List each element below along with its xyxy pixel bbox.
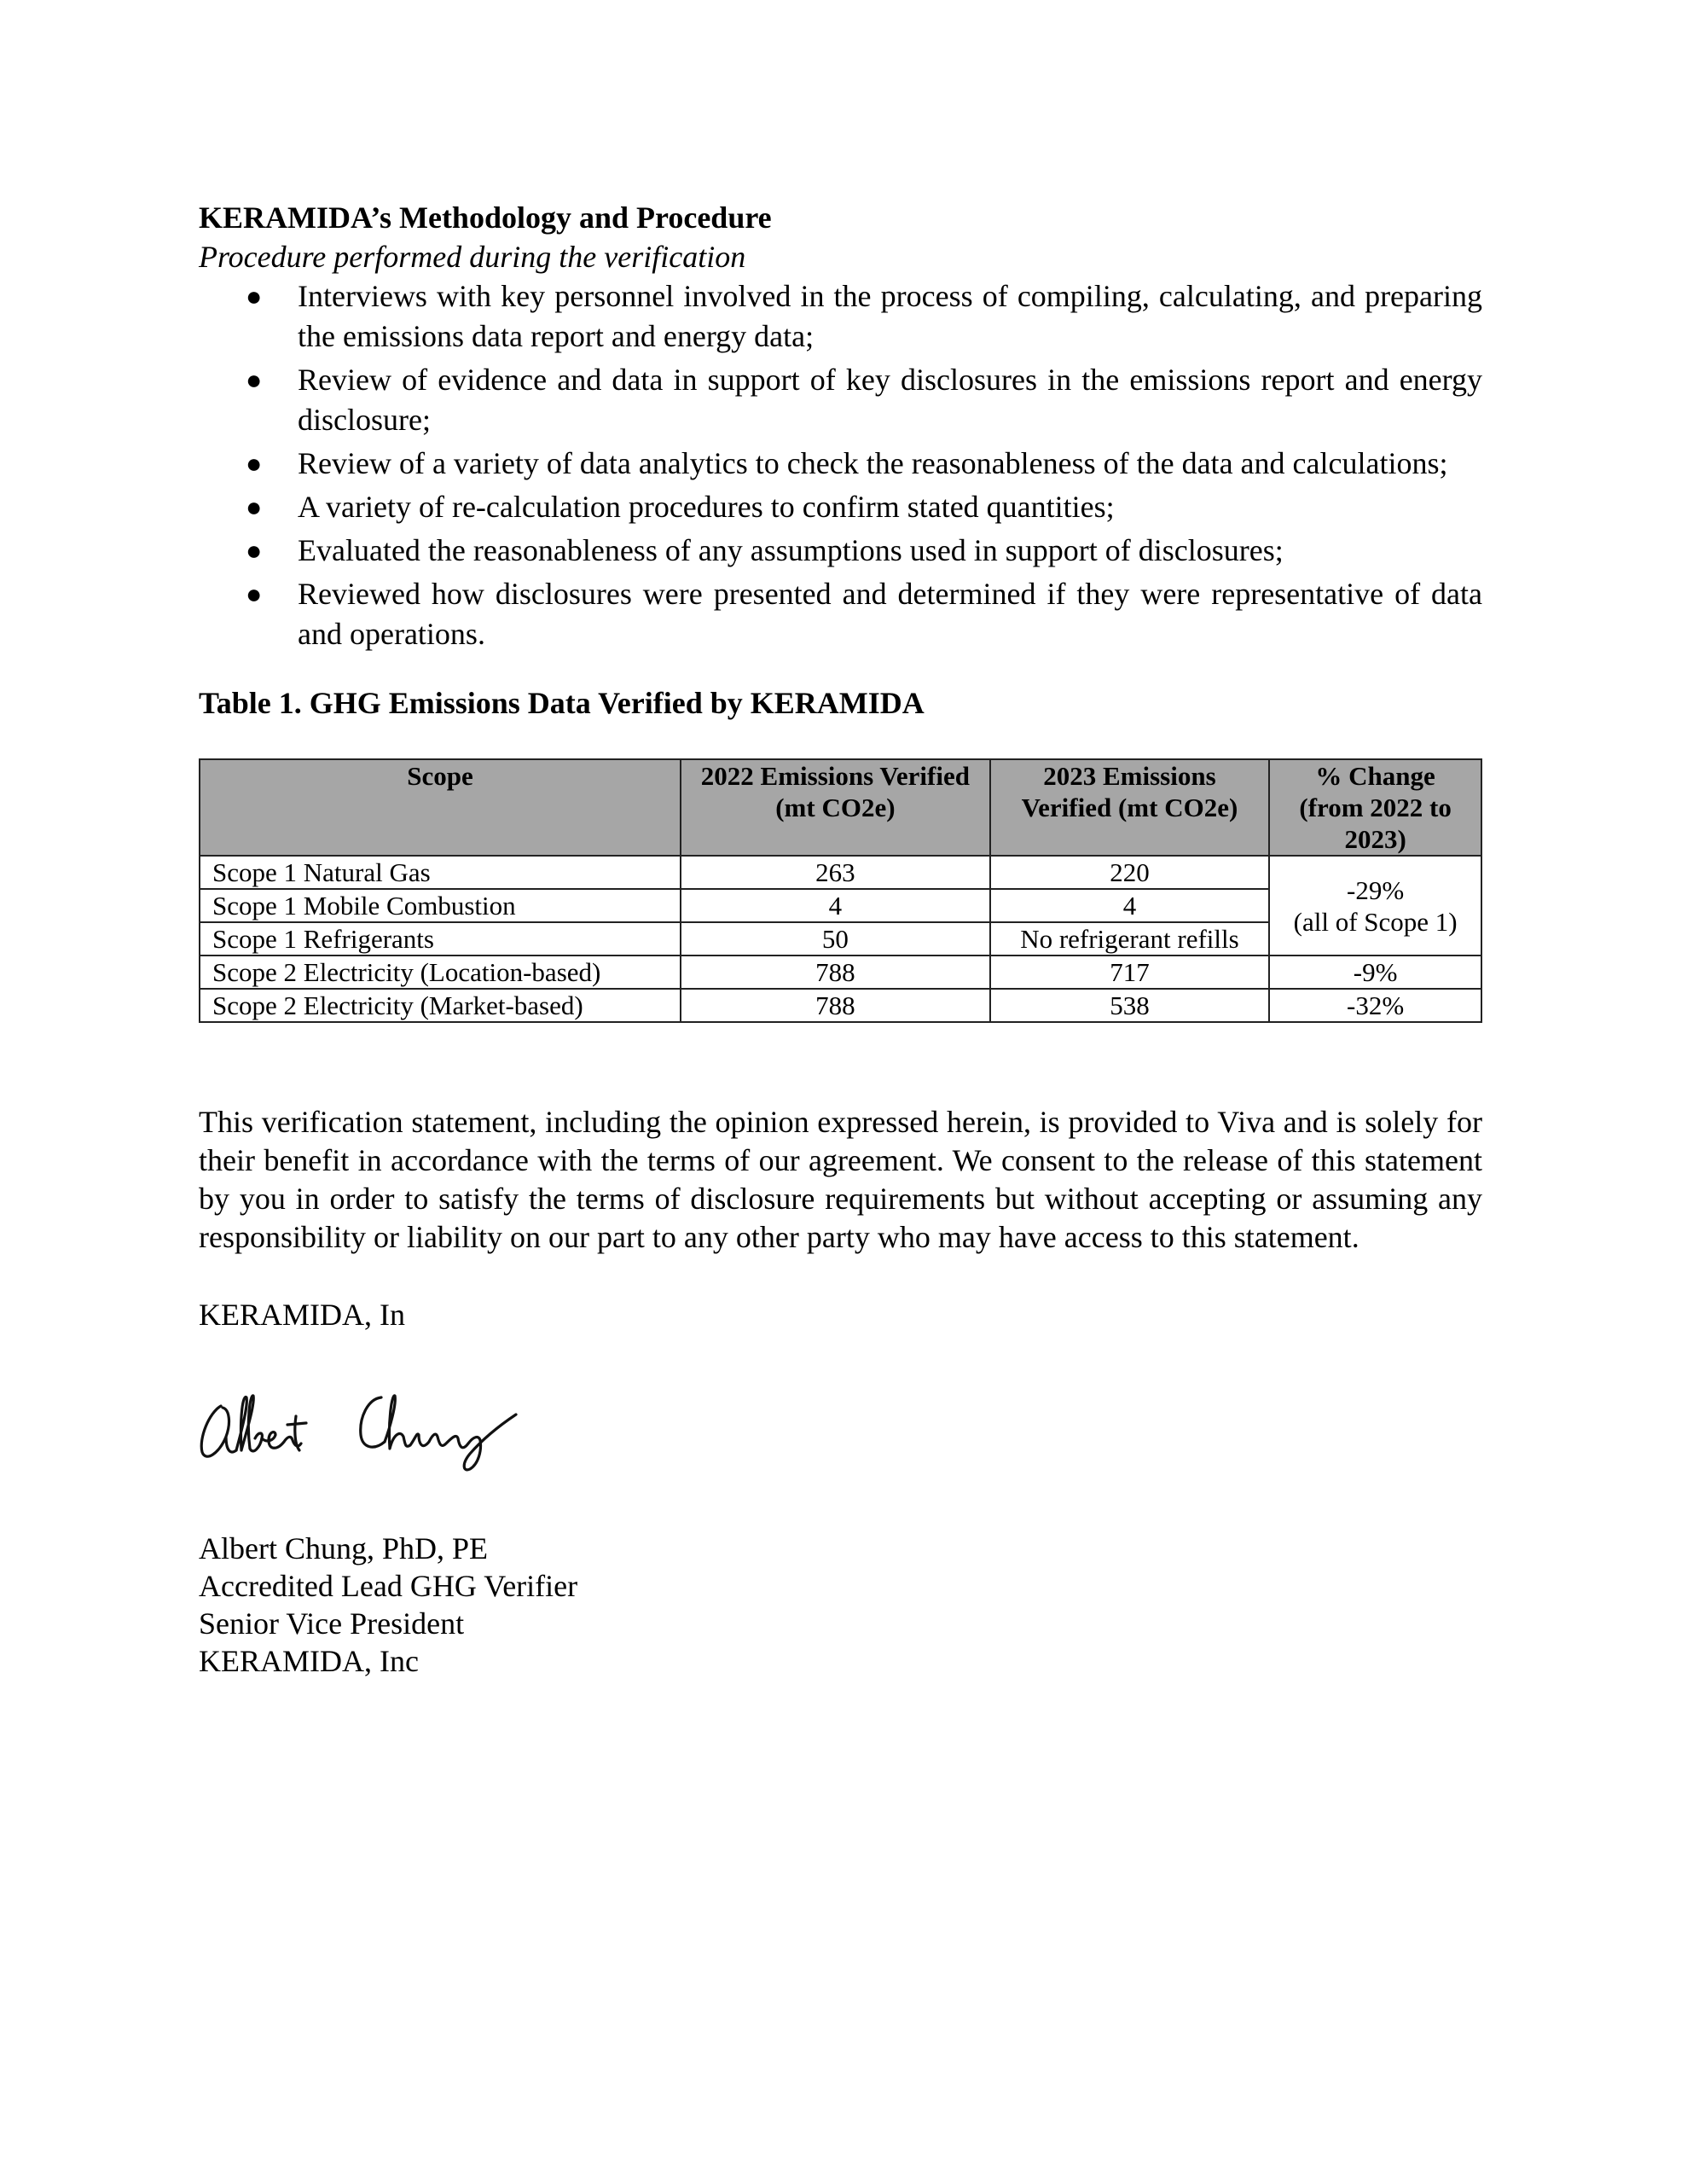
cell-scope: Scope 2 Electricity (Market-based)	[200, 989, 681, 1022]
cell-2022: 4	[681, 889, 990, 922]
header-2022: 2022 Emissions Verified (mt CO2e)	[681, 759, 990, 856]
cell-2023: No refrigerant refills	[990, 922, 1270, 956]
bullet-icon: ●	[246, 448, 263, 479]
cell-2023: 220	[990, 856, 1270, 889]
header-scope: Scope	[200, 759, 681, 856]
signer-title-2: Senior Vice President	[199, 1606, 465, 1641]
cell-scope: Scope 1 Mobile Combustion	[200, 889, 681, 922]
cell-2022: 788	[681, 956, 990, 989]
signer-name: Albert Chung, PhD, PE	[199, 1531, 489, 1565]
cell-scope1-change	[1269, 856, 1481, 956]
document-page	[199, 198, 1482, 1680]
list-item: ● Reviewed how disclosures were presented and determined if they were representative of data and operations.	[199, 574, 1482, 654]
list-item: ● Interviews with key personnel involved in the process of compiling, calculating, and preparing the emissions data report and energy data;	[199, 276, 1482, 357]
cell-change: -9%	[1269, 956, 1481, 989]
signer-company: KERAMIDA, Inc	[199, 1644, 419, 1678]
bullet-icon: ●	[246, 364, 263, 395]
handwritten-signature	[192, 1372, 567, 1474]
header-change: % Change (from 2022 to 2023)	[1269, 759, 1481, 856]
scope1-change-note: (all of Scope 1)	[1293, 906, 1458, 937]
bullet-icon: ●	[246, 281, 263, 311]
table-title: Table 1. GHG Emissions Data Verified by KERAMIDA	[199, 686, 925, 720]
cell-scope: Scope 1 Natural Gas	[200, 856, 681, 889]
cell-2023: 717	[990, 956, 1270, 989]
procedure-list	[199, 276, 1482, 654]
company-line: KERAMIDA, In	[199, 1298, 405, 1332]
cell-2022: 263	[681, 856, 990, 889]
verification-statement: This verification statement, including the opinion expressed herein, is provided to Viva and is solely for their benefit in accordance with the terms of our agreement. We consent to the release of this statement by you in order to satisfy the terms of disclosure requirements but without accepting or assuming any responsibility or liability on our part to any other party who may have access to this statement.	[199, 1105, 1482, 1254]
bullet-icon: ●	[246, 578, 263, 609]
signer-title-1: Accredited Lead GHG Verifier	[199, 1569, 578, 1603]
list-item: ● Review of evidence and data in support of key disclosures in the emissions report and energy disclosure;	[199, 360, 1482, 440]
cell-scope: Scope 2 Electricity (Location-based)	[200, 956, 681, 989]
header-2023: 2023 Emissions Verified (mt CO2e)	[990, 759, 1270, 856]
list-item: ● A variety of re-calculation procedures to confirm stated quantities;	[199, 487, 1482, 527]
cell-2023: 4	[990, 889, 1270, 922]
cell-2023: 538	[990, 989, 1270, 1022]
ghg-emissions-table	[199, 758, 1482, 1023]
table-row	[200, 856, 1481, 889]
table-row	[200, 989, 1481, 1022]
list-item: ● Evaluated the reasonableness of any assumptions used in support of disclosures;	[199, 531, 1482, 571]
table-header-row	[200, 759, 1481, 856]
methodology-heading: KERAMIDA’s Methodology and Procedure	[199, 200, 772, 235]
table-row	[200, 956, 1481, 989]
bullet-icon: ●	[246, 535, 263, 566]
cell-2022: 50	[681, 922, 990, 956]
cell-change: -32%	[1269, 989, 1481, 1022]
cell-scope: Scope 1 Refrigerants	[200, 922, 681, 956]
bullet-icon: ●	[246, 491, 263, 522]
signer-block	[199, 1530, 1482, 1680]
methodology-subheading: Procedure performed during the verification	[199, 240, 746, 274]
cell-2022: 788	[681, 989, 990, 1022]
scope1-change-value: -29%	[1347, 874, 1405, 905]
list-item: ● Review of a variety of data analytics to check the reasonableness of the data and calculations;	[199, 444, 1482, 484]
